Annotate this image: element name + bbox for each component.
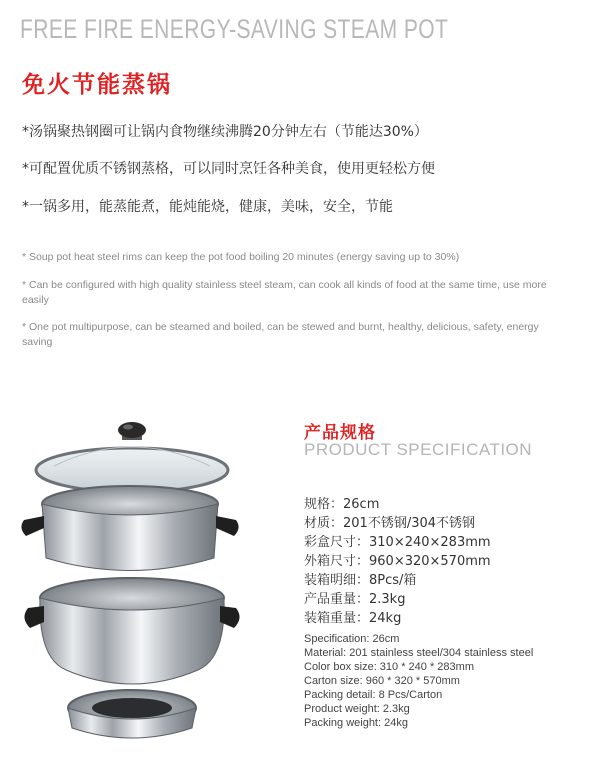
spec-en-row: Material: 201 stainless steel/304 stainless steel <box>304 647 534 659</box>
page-title: 免火节能蒸锅 <box>22 72 172 98</box>
header-english-title: FREE FIRE ENERGY-SAVING STEAM POT <box>20 14 449 44</box>
spec-en-row: Carton size: 960 * 320 * 570mm <box>304 675 460 687</box>
spec-en-row: Color box size: 310 * 240 * 283mm <box>304 661 474 673</box>
feature-en-3: * One pot multipurpose, can be steamed and boiled, can be stewed and burnt, healthy, delicious, safety, energy saving <box>22 321 539 348</box>
spec-en-row: Packing detail: 8 Pcs/Carton <box>304 689 443 701</box>
spec-cn-row: 规格：26cm <box>304 497 380 512</box>
spec-cn-row: 彩盒尺寸：310×240×283mm <box>304 535 491 550</box>
spec-title-cn: 产品规格 <box>304 423 376 443</box>
spec-cn-row: 产品重量：2.3kg <box>304 592 406 607</box>
feature-cn-3: *一锅多用，能蒸能煮，能炖能烧，健康，美味，安全，节能 <box>22 199 393 215</box>
spec-en-row: Specification: 26cm <box>304 633 400 645</box>
feature-cn-1: *汤锅聚热钢圈可让锅内食物继续沸腾20分钟左右（节能达30%） <box>22 124 428 140</box>
feature-en-1: * Soup pot heat steel rims can keep the pot food boiling 20 minutes (energy saving up to 30%) <box>22 251 460 263</box>
spec-en-row: Packing weight: 24kg <box>304 717 408 729</box>
spec-title-en: PRODUCT SPECIFICATION <box>304 440 533 459</box>
spec-cn-row: 装箱明细：8Pcs/箱 <box>304 573 417 588</box>
spec-cn-row: 外箱尺寸：960×320×570mm <box>304 554 491 569</box>
spec-cn-row: 材质：201不锈钢/304不锈钢 <box>304 516 476 531</box>
spec-en-row: Product weight: 2.3kg <box>304 703 410 715</box>
feature-cn-2: *可配置优质不锈钢蒸格，可以同时烹饪各种美食，使用更轻松方便 <box>22 161 435 177</box>
feature-en-2: * Can be configured with high quality stainless steel steam, can cook all kinds of food at the same time, use more easily <box>22 279 547 306</box>
steam-pot-image <box>14 408 274 758</box>
spec-cn-row: 装箱重量：24kg <box>304 611 402 626</box>
